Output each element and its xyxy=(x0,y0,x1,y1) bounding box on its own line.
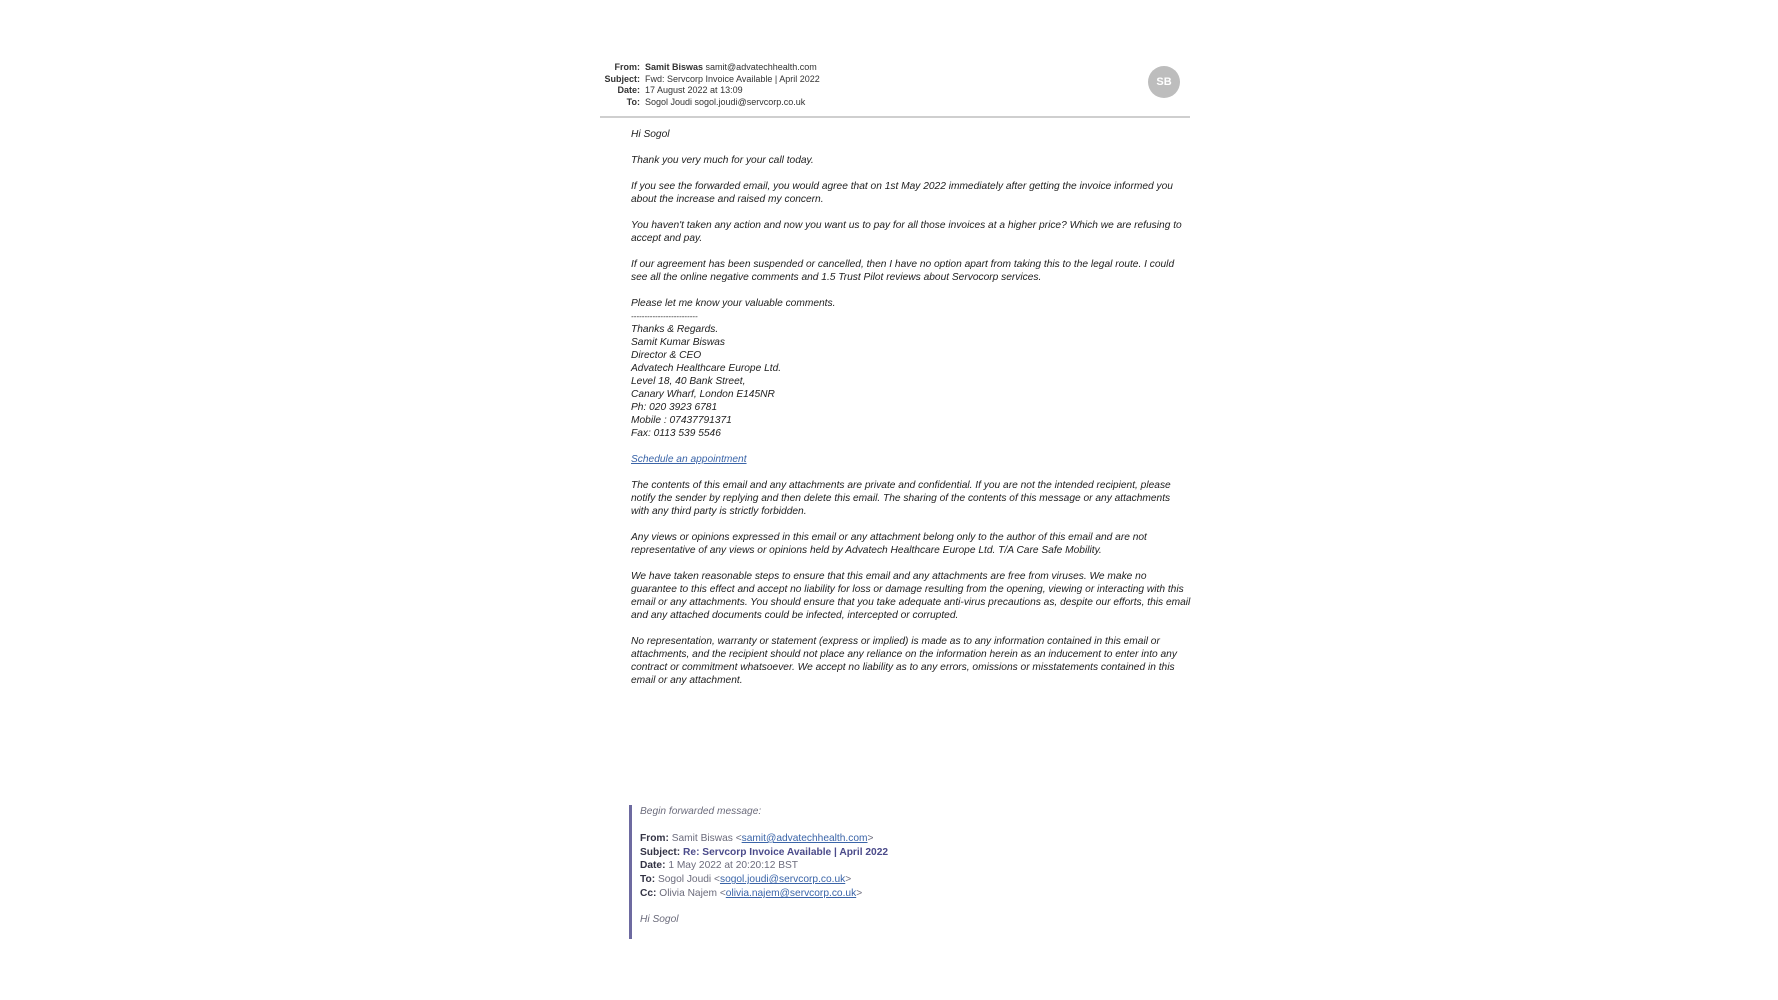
signature-line: Fax: 0113 539 5546 xyxy=(631,428,721,439)
forwarded-message xyxy=(629,805,1040,939)
date-label: Date: xyxy=(617,85,640,95)
date-value: 17 August 2022 at 13:09 xyxy=(645,85,743,95)
forward-to-name: Sogol Joudi xyxy=(657,874,712,886)
subject-value: Fwd: Servcorp Invoice Available | April 2022 xyxy=(645,73,820,84)
forward-greeting: Hi Sogol xyxy=(640,913,679,925)
forward-subject-value: Re: Servcorp Invoice Available | April 2022 xyxy=(683,846,889,858)
forward-subject-row xyxy=(640,846,1040,860)
greeting: Hi Sogol xyxy=(631,129,670,140)
signature-line: Ph: 020 3923 6781 xyxy=(631,402,718,413)
forward-subject-label: Subject: xyxy=(640,846,681,858)
forward-date-label: Date: xyxy=(640,860,666,872)
disclaimer-paragraph: The contents of this email and any attachments are private and confidential. If you are not the intended recipient, please notify the sender by replying and then delete this email. The sharing of the contents of this message or any attachments with any third party is strictly forbidden. xyxy=(631,480,1171,517)
header-to-row xyxy=(600,97,805,109)
signature-divider: ------------------------- xyxy=(631,312,698,321)
forward-cc-name: Olivia Najem xyxy=(659,887,718,899)
body-paragraph: You haven't taken any action and now you want us to pay for all those invoices at a higher price? Which we are refusing to accept and pay. xyxy=(631,220,1182,244)
avatar-initials: SB xyxy=(1156,76,1172,88)
email-body xyxy=(631,128,1191,700)
forward-from-email-link[interactable]: samit@advatechhealth.com xyxy=(741,832,868,844)
forward-date-value: 1 May 2022 at 20:20:12 BST xyxy=(668,860,799,872)
to-value[interactable]: Sogol Joudi sogol.joudi@servcorp.co.uk xyxy=(645,96,806,107)
body-paragraph: If you see the forwarded email, you would agree that on 1st May 2022 immediately after getting the invoice informed you about the increase and raised my concern. xyxy=(631,181,1173,205)
forward-intro: Begin forwarded message: xyxy=(640,806,762,817)
from-email[interactable]: samit@advatechhealth.com xyxy=(705,62,817,72)
schedule-appointment-link[interactable]: Schedule an appointment xyxy=(631,454,747,465)
forward-to-label: To: xyxy=(640,874,656,886)
email-page xyxy=(600,62,1191,686)
signature-line: Canary Wharf, London E145NR xyxy=(631,389,775,400)
forward-cc-email-link[interactable]: olivia.najem@servcorp.co.uk xyxy=(725,887,857,899)
signature-line: Level 18, 40 Bank Street, xyxy=(631,376,746,387)
forward-to-row: To: Sogol Joudi <sogol.joudi@servcorp.co.uk> xyxy=(640,874,852,886)
disclaimer-paragraph: No representation, warranty or statement (express or implied) is made as to any information contained in this email or attachments, and the recipient should not place any reliance on the information herein as an inducement to enter into any contract or commitment whatsoever. We accept no liability as to any errors, omissions or misstatements contained in this email or any attachment. xyxy=(631,636,1177,686)
email-header xyxy=(600,62,1190,118)
body-paragraph: If our agreement has been suspended or cancelled, then I have no option apart from taking this to the legal route. I could see all the online negative comments and 1.5 Trust Pilot reviews about Servocorp services. xyxy=(631,259,1175,283)
signature-line: Thanks & Regards. xyxy=(631,324,719,335)
from-label: From: xyxy=(614,62,640,72)
forward-date-row xyxy=(640,859,1040,873)
signature-line: Director & CEO xyxy=(631,350,702,361)
body-paragraph: Thank you very much for your call today. xyxy=(631,155,814,166)
forward-to-email-link[interactable]: sogol.joudi@servcorp.co.uk xyxy=(719,874,846,886)
closing-request: Please let me know your valuable comments. xyxy=(631,298,836,309)
forward-from-row: From: Samit Biswas <samit@advatechhealth.com> xyxy=(640,832,874,844)
forward-from-label: From: xyxy=(640,832,669,844)
signature-line: Samit Kumar Biswas xyxy=(631,337,725,348)
sender-avatar xyxy=(1148,66,1180,98)
signature-line: Advatech Healthcare Europe Ltd. xyxy=(631,363,782,374)
forward-cc-label: Cc: xyxy=(640,887,657,899)
header-subject-row xyxy=(600,74,820,86)
from-name: Samit Biswas xyxy=(645,62,704,72)
header-from-row xyxy=(600,62,817,74)
forward-cc-row: Cc: Olivia Najem <olivia.najem@servcorp.co.uk> xyxy=(640,887,863,899)
disclaimer-paragraph: We have taken reasonable steps to ensure that this email and any attachments are free from viruses. We make no guarantee to this effect and accept no liability for loss or damage resulting from the opening, viewing or interacting with this email or any attachments. You should ensure that you take adequate anti-virus precautions as, despite our efforts, this email and any attached documents could be infected, intercepted or corrupted. xyxy=(631,571,1191,621)
signature-line: Mobile : 07437791371 xyxy=(631,415,732,426)
signature-block xyxy=(631,323,1191,440)
subject-label: Subject: xyxy=(604,73,640,84)
disclaimer-paragraph: Any views or opinions expressed in this email or any attachment belong only to the author of this email and are not representative of any views or opinions held by Advatech Healthcare Europe Ltd. T/A Care Safe Mobility. xyxy=(631,532,1147,556)
to-label: To: xyxy=(626,96,640,107)
header-date-row xyxy=(600,85,743,97)
forward-from-name: Samit Biswas xyxy=(671,832,733,844)
